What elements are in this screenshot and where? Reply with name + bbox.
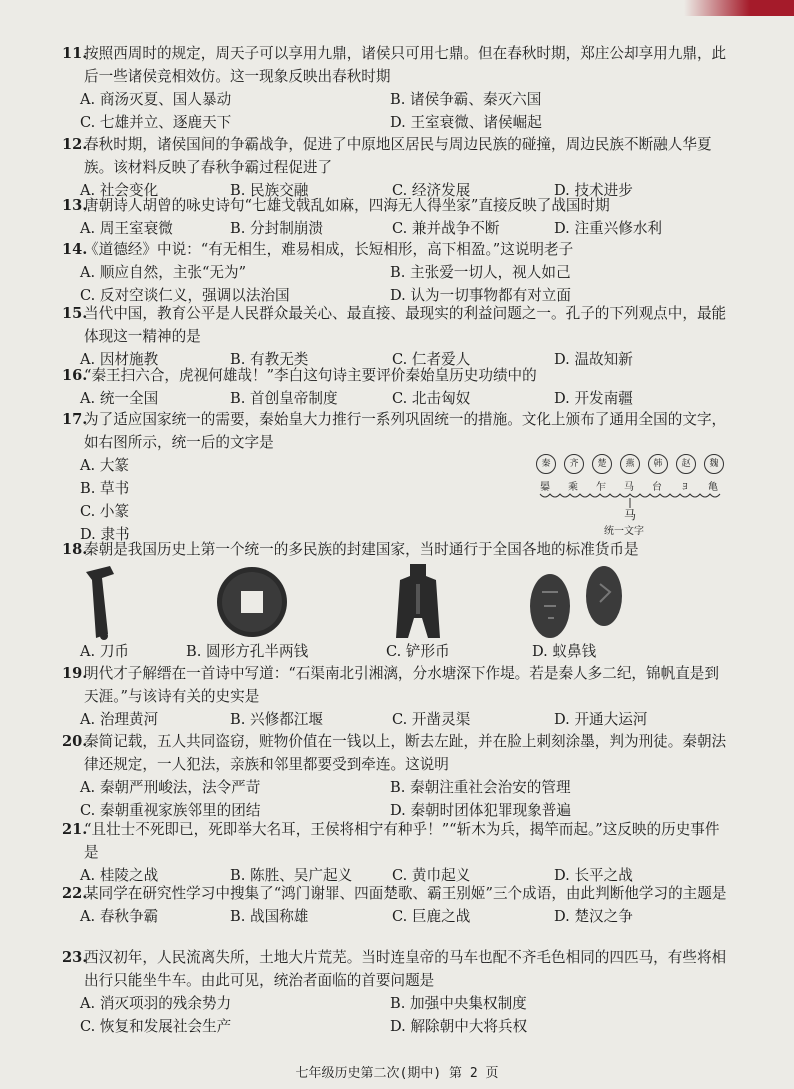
question-14 bbox=[62, 238, 732, 307]
state-glyph: 马 bbox=[624, 482, 634, 493]
option-b[interactable]: B. 有教无类 bbox=[230, 351, 309, 368]
option-c[interactable]: C. 小篆 bbox=[80, 503, 130, 520]
question-number: 19. bbox=[62, 665, 88, 682]
option-c[interactable]: C. 北击匈奴 bbox=[392, 390, 471, 407]
state-glyph: ⻲ bbox=[708, 482, 718, 493]
question-number: 18. bbox=[62, 541, 88, 558]
unified-glyph: 马 bbox=[623, 508, 636, 522]
option-b[interactable]: B. 加强中央集权制度 bbox=[390, 995, 527, 1012]
option-d[interactable]: D. 温故知新 bbox=[554, 351, 633, 368]
option-c[interactable]: C. 巨鹿之战 bbox=[392, 908, 471, 925]
question-stem: “秦王扫六合，虎视何雄哉！”李白这句诗主要评价秦始皇历史功绩中的 bbox=[84, 367, 537, 384]
state-seal: 魏 bbox=[704, 454, 724, 474]
question-number: 12. bbox=[62, 136, 88, 153]
option-c[interactable]: C. 秦朝重视家族邻里的团结 bbox=[80, 802, 261, 819]
option-c[interactable]: C. 恢复和发展社会生产 bbox=[80, 1018, 232, 1035]
state-seal: 赵 bbox=[676, 454, 696, 474]
question-13 bbox=[62, 194, 732, 240]
question-15 bbox=[62, 302, 732, 371]
option-c[interactable]: C. 仁者爱人 bbox=[392, 351, 471, 368]
question-number: 16. bbox=[62, 367, 88, 384]
question-number: 20. bbox=[62, 733, 88, 750]
option-a[interactable]: A. 周王室衰微 bbox=[80, 220, 173, 237]
option-d[interactable]: D. 秦朝时团体犯罪现象普遍 bbox=[390, 802, 571, 819]
question-stem: 按照西周时的规定，周天子可以享用九鼎，诸侯只可用七鼎。但在春秋时期，郑庄公却享用九鼎，此后一些诸侯竞相效仿。这一现象反映出春秋时期 bbox=[84, 45, 727, 85]
option-b[interactable]: B. 诸侯争霸、秦灭六国 bbox=[390, 91, 542, 108]
state-glyph: ﾖ bbox=[682, 482, 688, 493]
question-stem: 为了适应国家统一的需要，秦始皇大力推行一系列巩固统一的措施。文化上颁布了通用全国的文字，如右图所示，统一后的文字是 bbox=[84, 411, 727, 451]
question-stem: 春秋时期，诸侯国间的争霸战争，促进了中原地区居民与周边民族的碰撞，周边民族不断融人华夏族。该材料反映了春秋争霸过程促进了 bbox=[84, 136, 712, 176]
question-stem: 秦朝是我国历史上第一个统一的多民族的封建国家，当时通行于全国各地的标准货币是 bbox=[84, 541, 639, 558]
option-d[interactable]: D. 开发南疆 bbox=[554, 390, 633, 407]
option-b[interactable]: B. 战国称雄 bbox=[230, 908, 309, 925]
question-number: 14. bbox=[62, 241, 88, 258]
question-19 bbox=[62, 662, 732, 731]
option-d[interactable]: D. 认为一切事物都有对立面 bbox=[390, 287, 571, 304]
option-b[interactable]: B. 兴修都江堰 bbox=[230, 711, 323, 728]
question-16 bbox=[62, 364, 732, 410]
option-a[interactable]: A. 社会变化 bbox=[80, 182, 159, 199]
question-11 bbox=[62, 42, 732, 134]
page-footer: 七年级历史第二次(期中) 第 2 页 bbox=[295, 1066, 499, 1081]
option-d[interactable]: D. 解除朝中大将兵权 bbox=[390, 1018, 528, 1035]
question-stem: 《道德经》中说：“有无相生，难易相成，长短相形，高下相盈。”这说明老子 bbox=[84, 241, 574, 258]
state-glyph: 㬥 bbox=[540, 482, 550, 493]
question-stem: 明代才子解缙在一首诗中写道：“石渠南北引湘漓，分水塘深下作堤。若是秦人多二纪，锦帆直是到天涯。”与该诗有关的史实是 bbox=[84, 665, 719, 705]
option-a[interactable]: A. 治理黄河 bbox=[80, 711, 159, 728]
state-seal: 楚 bbox=[592, 454, 612, 474]
question-number: 15. bbox=[62, 305, 88, 322]
option-b[interactable]: B. 分封制崩溃 bbox=[230, 220, 323, 237]
option-a[interactable]: A. 大篆 bbox=[80, 457, 130, 474]
state-glyph: 乍 bbox=[596, 482, 606, 493]
option-b[interactable]: B. 圆形方孔半两钱 bbox=[186, 643, 309, 660]
question-22 bbox=[62, 882, 732, 928]
state-seal: 齐 bbox=[564, 454, 584, 474]
state-seal: 燕 bbox=[620, 454, 640, 474]
question-21 bbox=[62, 818, 732, 887]
question-number: 13. bbox=[62, 197, 88, 214]
option-a[interactable]: A. 春秋争霸 bbox=[80, 908, 159, 925]
question-number: 17. bbox=[62, 411, 88, 428]
question-stem: “且壮士不死即已，死即举大名耳，王侯将相宁有种乎！”“斩木为兵，揭竿而起。”这反映的历史事件是 bbox=[84, 821, 720, 861]
question-stem: 秦简记载，五人共同盗窃，赃物价值在一钱以上，断去左趾，并在脸上刺刻涂墨，判为刑徒。秦朝法律还规定，一人犯法，亲族和邻里都要受到牵连。这说明 bbox=[84, 733, 727, 773]
state-seal: 韩 bbox=[648, 454, 668, 474]
option-c[interactable]: C. 开凿灵渠 bbox=[392, 711, 471, 728]
option-a[interactable]: A. 统一全国 bbox=[80, 390, 159, 407]
option-c[interactable]: C. 铲形币 bbox=[386, 643, 450, 660]
option-c[interactable]: C. 七雄并立、逐鹿天下 bbox=[80, 114, 232, 131]
option-a[interactable]: A. 秦朝严刑峻法，法令严苛 bbox=[80, 779, 261, 796]
question-number: 21. bbox=[62, 821, 88, 838]
question-12 bbox=[62, 133, 732, 202]
option-a[interactable]: A. 刀币 bbox=[80, 643, 130, 660]
option-c[interactable]: C. 经济发展 bbox=[392, 182, 471, 199]
option-d[interactable]: D. 楚汉之争 bbox=[554, 908, 633, 925]
option-d[interactable]: D. 隶书 bbox=[80, 526, 130, 543]
figure-caption: 统一文字 bbox=[604, 526, 644, 537]
option-b[interactable]: B. 草书 bbox=[80, 480, 130, 497]
unified-script-figure bbox=[532, 448, 742, 540]
option-b[interactable]: B. 首创皇帝制度 bbox=[230, 390, 338, 407]
ant-nose-coin-image bbox=[526, 562, 636, 642]
option-d[interactable]: D. 蚁鼻钱 bbox=[532, 643, 597, 660]
option-b[interactable]: B. 民族交融 bbox=[230, 182, 309, 199]
currency-images bbox=[70, 560, 710, 646]
question-23 bbox=[62, 946, 732, 1038]
option-d[interactable]: D. 注重兴修水利 bbox=[554, 220, 663, 237]
option-b[interactable]: B. 主张爱一切人，视人如己 bbox=[390, 264, 571, 281]
option-a[interactable]: A. 因材施教 bbox=[80, 351, 159, 368]
option-c[interactable]: C. 兼并战争不断 bbox=[392, 220, 500, 237]
question-number: 11. bbox=[62, 45, 88, 62]
option-d[interactable]: D. 长平之战 bbox=[554, 867, 633, 884]
option-a[interactable]: A. 顺应自然，主张“无为” bbox=[80, 264, 247, 281]
state-glyph: 台 bbox=[652, 482, 662, 493]
question-stem: 唐朝诗人胡曾的咏史诗句“七雄戈戟乱如麻，四海无人得坐家”直接反映了战国时期 bbox=[84, 197, 610, 214]
option-a[interactable]: A. 桂陵之战 bbox=[80, 867, 159, 884]
option-a[interactable]: A. 商汤灭夏、国人暴动 bbox=[80, 91, 232, 108]
question-20 bbox=[62, 730, 732, 822]
option-d[interactable]: D. 技术进步 bbox=[554, 182, 633, 199]
option-b[interactable]: B. 秦朝注重社会治安的管理 bbox=[390, 779, 571, 796]
option-c[interactable]: C. 黄巾起义 bbox=[392, 867, 471, 884]
question-number: 23. bbox=[62, 949, 88, 966]
question-stem: 某同学在研究性学习中搜集了“鸿门谢罪、四面楚歌、霸王别姬”三个成语，由此判断他学习的主题是 bbox=[84, 885, 727, 902]
question-18 bbox=[62, 538, 732, 561]
option-b[interactable]: B. 陈胜、吴广起义 bbox=[230, 867, 353, 884]
option-d[interactable]: D. 开通大运河 bbox=[554, 711, 648, 728]
round-square-hole-coin-image bbox=[214, 564, 290, 640]
question-number: 22. bbox=[62, 885, 88, 902]
question-stem: 当代中国，教育公平是人民群众最关心、最直接、最现实的利益问题之一。孔子的下列观点中，最能体现这一精神的是 bbox=[84, 305, 727, 345]
option-c[interactable]: C. 反对空谈仁义，强调以法治国 bbox=[80, 287, 290, 304]
state-seal: 秦 bbox=[536, 454, 556, 474]
spade-coin-image bbox=[388, 562, 448, 640]
option-a[interactable]: A. 消灭项羽的残余势力 bbox=[80, 995, 232, 1012]
option-d[interactable]: D. 王室衰微、诸侯崛起 bbox=[390, 114, 542, 131]
state-glyph: 乘 bbox=[568, 482, 578, 493]
knife-coin-image bbox=[80, 564, 120, 644]
question-stem: 西汉初年，人民流离失所，土地大片荒芜。当时连皇帝的马车也配不齐毛色相同的四匹马，有些将相出行只能坐牛车。由此可见，统治者面临的首要问题是 bbox=[84, 949, 727, 989]
